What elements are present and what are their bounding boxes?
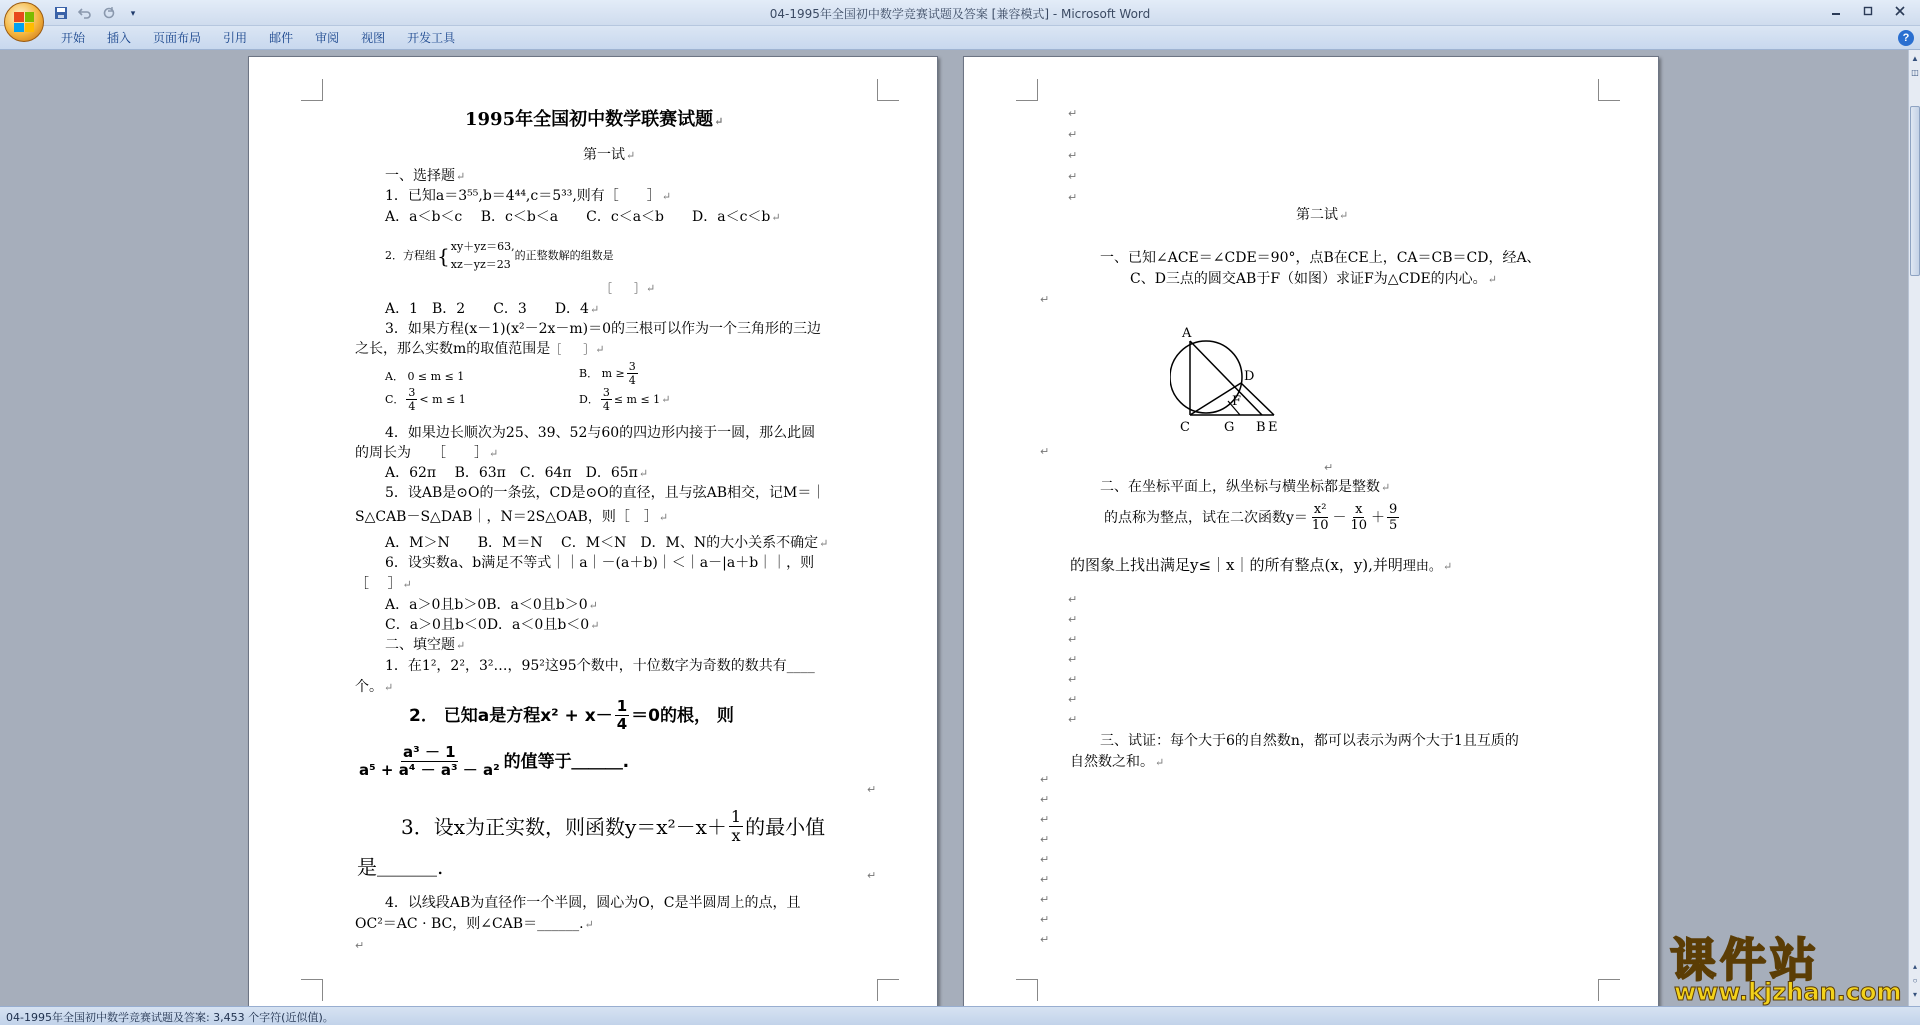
paragraph-mark: ↵	[1324, 461, 1334, 474]
question-6-line1: 6．设实数a、b满足不等式｜｜a｜－(a＋b)｜＜｜a－|a＋b｜｜，则	[385, 555, 815, 571]
paragraph-mark: ↵	[1040, 293, 1050, 306]
label-b: B	[1256, 420, 1266, 435]
doc-subtitle: 第一试↵	[583, 147, 636, 163]
doc-title: 1995年全国初中数学联赛试题↵	[465, 109, 724, 130]
question-6-line2: ［ ］↵	[355, 576, 412, 592]
question-5-line2: S△CAB－S△DAB｜，N＝2S△OAB，则［ ］↵	[355, 509, 669, 525]
close-button[interactable]	[1886, 2, 1914, 20]
watermark-title: 课件站	[1670, 933, 1820, 987]
question-3-option-b: B． m ≥ $\frac{3}{4}$	[579, 360, 636, 387]
page-left[interactable]	[248, 56, 938, 1006]
watermark-logo	[1670, 924, 1902, 1010]
tab-review[interactable]: 审阅	[315, 31, 340, 45]
problem-2-line1: 二、在坐标平面上，纵坐标与横坐标都是整数↵	[1100, 479, 1391, 495]
tab-home[interactable]: 开始	[61, 31, 86, 45]
paragraph-mark: ↵	[1040, 833, 1050, 846]
question-6-options-ab: A．a＞0且b＞0B．a＜0且b＞0↵	[385, 597, 598, 613]
tab-mailings[interactable]: 邮件	[269, 31, 294, 45]
question-1-options: A．a＜b＜c B．c＜b＜a C．c＜a＜b D．a＜c＜b↵	[385, 209, 781, 225]
question-3-line2: 之长，那么实数m的取值范围是［ ］↵	[355, 341, 605, 357]
paragraph-mark: ↵	[867, 869, 877, 882]
next-page-icon[interactable]: ▾	[1912, 990, 1917, 999]
help-icon[interactable]: ?	[1898, 30, 1914, 46]
paragraph-mark: ↵	[1068, 170, 1078, 183]
office-logo-icon	[14, 12, 34, 32]
ribbon-tabs	[0, 26, 1920, 50]
label-g: G	[1224, 420, 1235, 435]
page-corner-mark	[1598, 79, 1620, 101]
page-corner-mark	[1598, 979, 1620, 1001]
fill-2-line1: 2． 已知a是方程x² + x－ $\frac{1}{4}$ ＝0的根， 则	[409, 697, 734, 733]
tab-developer[interactable]: 开发工具	[407, 31, 456, 45]
paragraph-mark: ↵	[1068, 613, 1078, 626]
page-corner-mark	[1016, 79, 1038, 101]
question-4-line1: 4．如果边长顺次为25、39、52与60的四边形内接于一圆，那么此圆	[385, 425, 816, 441]
q2-equation-2: xz－yz＝23	[450, 258, 511, 271]
question-2: 2．方程组 { xy＋yz＝63, xz－yz＝23 的正整数解的组数是	[385, 236, 614, 276]
section-heading: 一、选择题↵	[385, 168, 466, 184]
browse-object-icon[interactable]: ○	[1912, 976, 1918, 985]
question-3-option-d: D． $\frac{3}{4}$ ≤ m ≤ 1 ↵	[579, 386, 671, 413]
label-e: E	[1268, 420, 1278, 435]
paragraph-mark: ↵	[1040, 913, 1050, 926]
fill-3-line2: 是＿＿＿.	[357, 855, 444, 879]
status-bar	[0, 1006, 1920, 1025]
problem-2-line3: 的图象上找出满足y≤｜x｜的所有整点(x，y),并明理由。↵	[1070, 556, 1453, 574]
window-controls	[1822, 2, 1914, 20]
label-f: F	[1232, 394, 1242, 409]
paragraph-mark: ↵	[1040, 893, 1050, 906]
question-2-options: A．1 B．2 C．3 D．4↵	[385, 301, 600, 317]
q2-equation-1: xy＋yz＝63,	[450, 240, 515, 253]
page-corner-mark	[301, 79, 323, 101]
minimize-button[interactable]	[1822, 2, 1850, 20]
problem-3-line1: 三、试证：每个大于6的自然数n，都可以表示为两个大于1且互质的	[1100, 733, 1519, 749]
fill-2-line2: $\frac{\text{a³ － 1}}{\text{a⁵ + a⁴ － a³ － a²}}$ 的值等于＿＿＿.	[359, 743, 630, 779]
paragraph-mark: ↵	[1068, 673, 1078, 686]
ruler-icon[interactable]: ◫	[1911, 68, 1919, 77]
paragraph-mark: ↵	[1068, 693, 1078, 706]
scroll-up-arrow-icon[interactable]: ▲	[1911, 54, 1919, 63]
watermark-url: www.kjzhan.com	[1674, 978, 1902, 1006]
page-corner-mark	[877, 979, 899, 1001]
tab-page-layout[interactable]: 页面布局	[153, 31, 202, 45]
tab-view[interactable]: 视图	[361, 31, 386, 45]
paragraph-mark: ↵	[1040, 933, 1050, 946]
paragraph-mark: ↵	[1040, 853, 1050, 866]
section-heading: 二、填空题↵	[385, 637, 466, 653]
paragraph-mark: ↵	[1040, 793, 1050, 806]
question-3-option-a: A． 0 ≤ m ≤ 1	[385, 370, 465, 383]
question-1: 1．已知a＝3⁵⁵,b＝4⁴⁴,c＝5³³,则有［ ］↵	[385, 188, 672, 204]
paragraph-mark: ↵	[867, 783, 877, 796]
question-4-options: A．62π B．63π C．64π D．65π↵	[385, 465, 649, 481]
question-5-line1: 5．设AB是⊙O的一条弦，CD是⊙O的直径，且与弦AB相交，记M＝｜	[385, 485, 826, 501]
paragraph-mark: ↵	[1068, 633, 1078, 646]
problem-2-line2: 的点称为整点，试在二次函数y＝ $\frac{\text{x²}}{10}$ － $\frac{x}{10}$ ＋ $\frac{9}{5}$	[1104, 502, 1398, 533]
paragraph-mark: ↵	[1040, 773, 1050, 786]
page-right[interactable]	[963, 56, 1659, 1006]
fill-1-line2: 个。↵	[355, 679, 394, 695]
question-2-bracket: ［ ］↵	[601, 282, 656, 295]
label-d: D	[1244, 369, 1255, 384]
fill-3-line1: 3．设x为正实数，则函数y＝x²－x＋ $\frac{1}{x}$ 的最小值	[401, 807, 826, 845]
page-corner-mark	[877, 79, 899, 101]
problem-1-line1: 一、已知∠ACE＝∠CDE＝90°，点B在CE上，CA＝CB＝CD，经A、	[1100, 250, 1541, 266]
window-title: 04-1995年全国初中数学竞赛试题及答案 [兼容模式] - Microsoft Word	[769, 7, 1151, 21]
problem-3-line2: 自然数之和。↵	[1070, 754, 1165, 770]
paragraph-mark: ↵	[1068, 191, 1078, 204]
question-3-option-c: C． $\frac{3}{4}$ < m ≤ 1	[385, 386, 466, 413]
tab-references[interactable]: 引用	[223, 31, 248, 45]
paragraph-mark: ↵	[1068, 128, 1078, 141]
page-corner-mark	[301, 979, 323, 1001]
maximize-button[interactable]	[1854, 2, 1882, 20]
paragraph-mark: ↵	[355, 939, 365, 952]
scrollbar-thumb[interactable]	[1910, 106, 1920, 276]
paragraph-mark: ↵	[1068, 149, 1078, 162]
geometry-figure	[1170, 325, 1300, 437]
fill-1-line1: 1．在1²，2²，3²…，95²这95个数中，十位数字为奇数的数共有____	[385, 658, 815, 674]
paragraph-mark: ↵	[1040, 873, 1050, 886]
paragraph-mark: ↵	[1068, 107, 1078, 120]
paragraph-mark: ↵	[1068, 593, 1078, 606]
page-corner-mark	[1016, 979, 1038, 1001]
paragraph-mark: ↵	[1068, 653, 1078, 666]
paragraph-mark: ↵	[1040, 813, 1050, 826]
problem-1-line2: C、D三点的圆交AB于F（如图）求证F为△CDE的内心。↵	[1130, 271, 1497, 287]
part-two-title: 第二试↵	[1296, 207, 1349, 223]
paragraph-mark: ↵	[1040, 445, 1050, 458]
vertical-scrollbar[interactable]	[1908, 50, 1920, 1006]
fill-4-line1: 4．以线段AB为直径作一个半圆，圆心为O，C是半圆周上的点，且	[385, 895, 801, 911]
question-4-line2: 的周长为 ［ ］↵	[355, 445, 499, 461]
status-text: 04-1995年全国初中数学竞赛试题及答案: 3,453 个字符(近似值)。	[6, 1011, 334, 1024]
question-5-options: A．M＞N B．M＝N C．M＜N D．M、N的大小关系不确定↵	[385, 535, 829, 551]
label-c: C	[1180, 420, 1190, 435]
title-bar	[0, 0, 1920, 26]
office-button[interactable]	[4, 2, 44, 42]
question-3-line1: 3．如果方程(x－1)(x²－2x－m)＝0的三根可以作为一个三角形的三边	[385, 321, 822, 337]
document-workspace[interactable]	[0, 50, 1908, 1006]
label-a: A	[1182, 326, 1192, 341]
fill-4-line2: OC²＝AC · BC，则∠CAB＝______.↵	[355, 916, 594, 932]
previous-page-icon[interactable]: ▴	[1912, 962, 1917, 971]
customize-qat-button[interactable]: ▾	[130, 7, 136, 18]
paragraph-mark: ↵	[1068, 713, 1078, 726]
tab-insert[interactable]: 插入	[107, 31, 132, 45]
question-6-options-cd: C．a＞0且b＜0D．a＜0且b＜0↵	[385, 617, 600, 633]
